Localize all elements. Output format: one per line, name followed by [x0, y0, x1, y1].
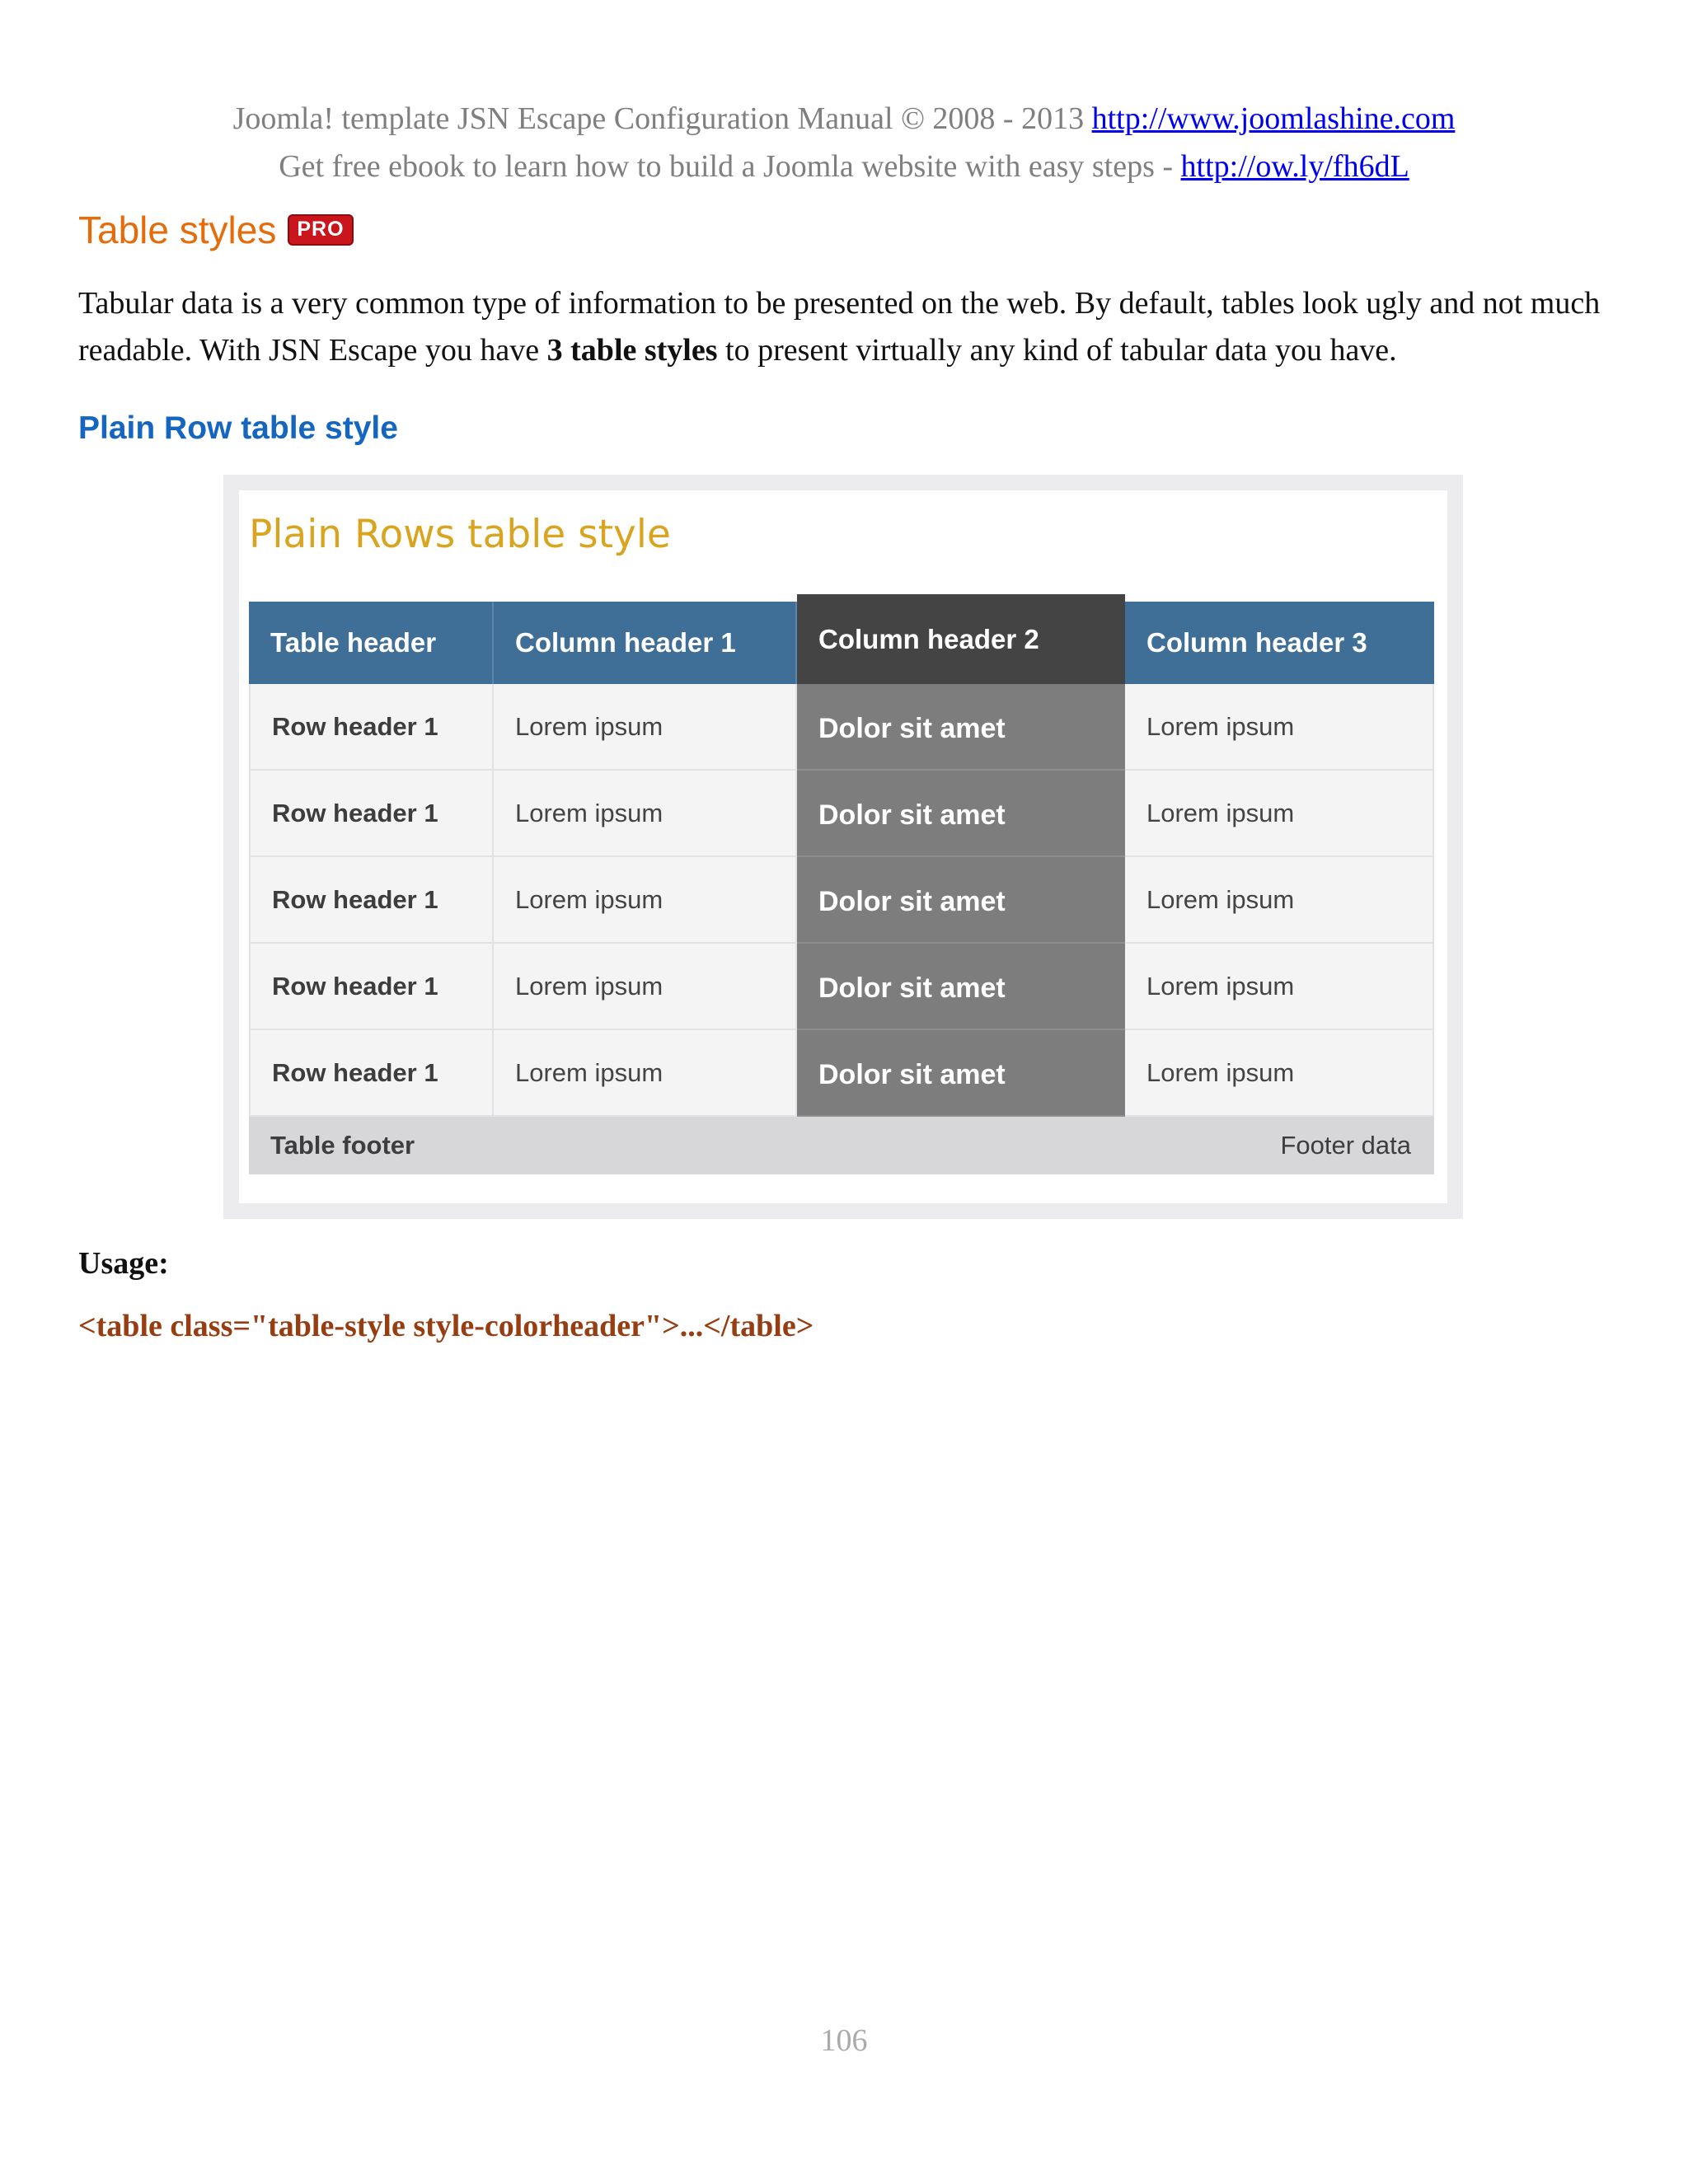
demo-cell-highlighted: Dolor sit amet [797, 1030, 1125, 1117]
table-style-screenshot [223, 475, 1463, 1219]
section-title: Table styles [78, 209, 277, 251]
demo-cell: Lorem ipsum [494, 684, 797, 771]
screenshot-title: Plain Rows table style [249, 512, 671, 557]
demo-footer-row [249, 1117, 1434, 1174]
section-heading [78, 211, 354, 249]
intro-text-part2: to present virtually any kind of tabular data you have. [717, 333, 1397, 368]
demo-cell: Lorem ipsum [1125, 944, 1434, 1030]
demo-cell-highlighted: Dolor sit amet [797, 684, 1125, 771]
demo-row-header: Row header 1 [249, 944, 494, 1030]
demo-cell: Lorem ipsum [494, 857, 797, 944]
demo-header-cell: Table header [249, 602, 494, 684]
demo-footer-data: Footer data [1280, 1131, 1411, 1160]
subsection-heading: Plain Row table style [78, 410, 398, 446]
demo-row-header: Row header 1 [249, 1030, 494, 1117]
demo-row-header: Row header 1 [249, 857, 494, 944]
demo-header-cell: Column header 3 [1125, 602, 1434, 684]
intro-text-bold: 3 table styles [546, 333, 718, 368]
pro-badge: PRO [288, 214, 353, 246]
intro-paragraph [78, 280, 1620, 374]
demo-table-row [249, 857, 1434, 944]
usage-code-snippet: <table class="table-style style-colorheader">...</table> [78, 1309, 814, 1343]
demo-header-row [249, 602, 1434, 684]
demo-table-row [249, 771, 1434, 857]
screenshot-canvas [239, 490, 1447, 1203]
demo-table-row [249, 944, 1434, 1030]
usage-label: Usage: [78, 1246, 169, 1281]
demo-cell: Lorem ipsum [1125, 771, 1434, 857]
demo-header-cell: Column header 1 [494, 602, 797, 684]
page-number: 106 [820, 2023, 868, 2058]
demo-row-header: Row header 1 [249, 684, 494, 771]
demo-cell: Lorem ipsum [1125, 857, 1434, 944]
demo-cell: Lorem ipsum [494, 944, 797, 1030]
demo-cell-highlighted: Dolor sit amet [797, 771, 1125, 857]
demo-table-row [249, 684, 1434, 771]
running-header-line1 [0, 103, 1688, 134]
ebook-promo-text: Get free ebook to learn how to build a Joomla website with easy steps - [279, 149, 1181, 184]
joomlashine-link[interactable]: http://www.joomlashine.com [1091, 101, 1456, 136]
demo-header-cell-highlighted: Column header 2 [797, 594, 1125, 684]
demo-cell: Lorem ipsum [1125, 684, 1434, 771]
demo-row-header: Row header 1 [249, 771, 494, 857]
demo-cell: Lorem ipsum [1125, 1030, 1434, 1117]
demo-cell-highlighted: Dolor sit amet [797, 944, 1125, 1030]
demo-footer-label: Table footer [270, 1131, 415, 1160]
demo-cell: Lorem ipsum [494, 771, 797, 857]
demo-cell-highlighted: Dolor sit amet [797, 857, 1125, 944]
running-header-line2 [0, 151, 1688, 182]
ebook-link[interactable]: http://ow.ly/fh6dL [1180, 149, 1409, 184]
intro-text-part1: Tabular data is a very common type of information to be presented on the web. By default, tables look ugly and not much readable. With JSN Escape you have [78, 286, 1601, 368]
demo-cell: Lorem ipsum [494, 1030, 797, 1117]
demo-table-row [249, 1030, 1434, 1117]
running-header-text: Joomla! template JSN Escape Configuration Manual © 2008 - 2013 [232, 101, 1092, 136]
